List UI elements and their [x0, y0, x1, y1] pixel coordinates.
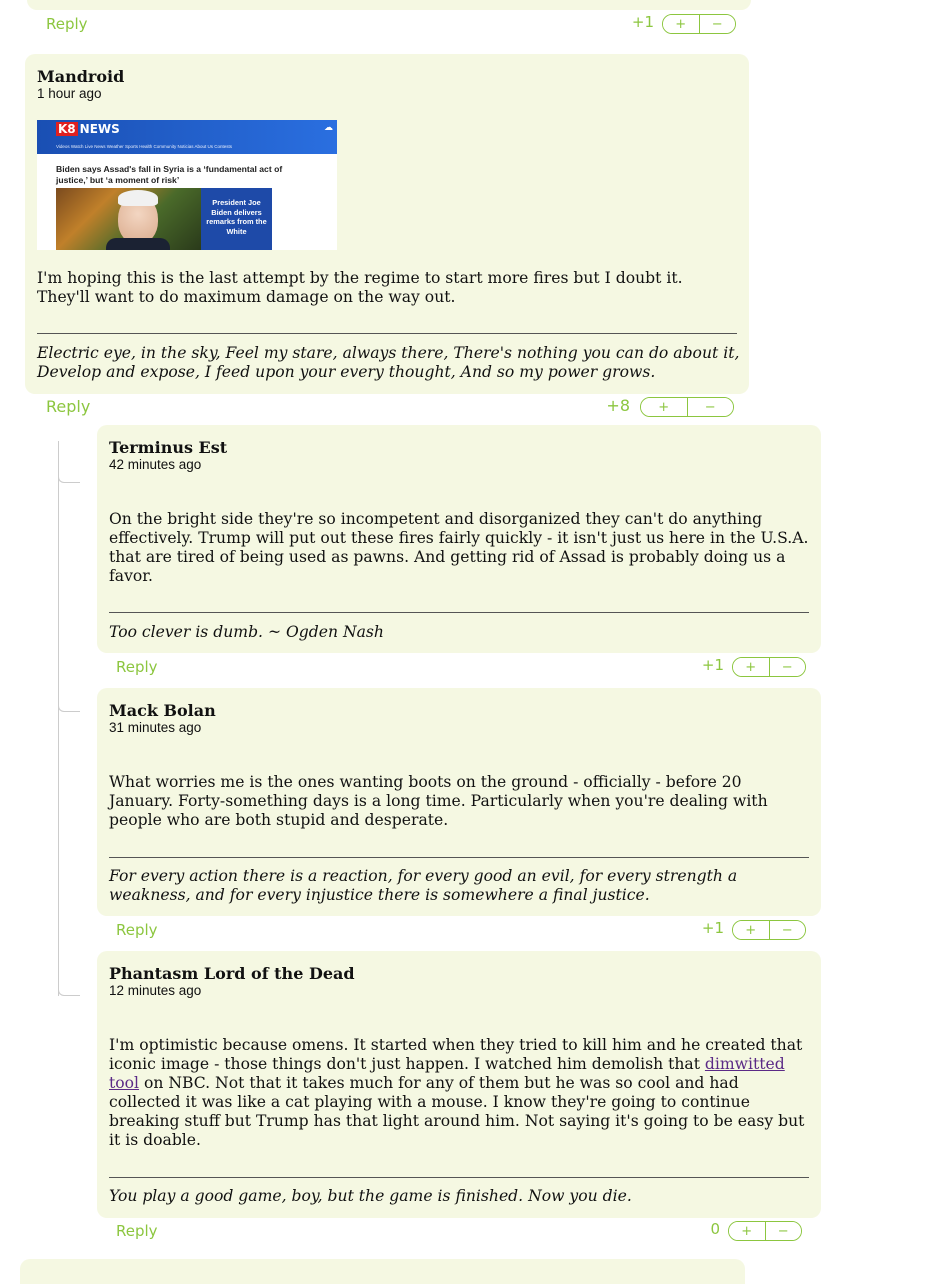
reply-button[interactable]: Reply: [46, 15, 88, 33]
comment-text-part: on NBC. Not that it takes much for any of them but he was so cool and had collected it was like a cat playing with a mouse. I know they're going to continue breaking stuff but Trump has that light around him. Not saying it's going to be easy but it is doable.: [109, 1074, 805, 1149]
upvote-button[interactable]: +: [641, 398, 687, 416]
signature-divider: [37, 333, 737, 334]
signature-divider: [109, 1177, 809, 1178]
comment-signature: You play a good game, boy, but the game is finished. Now you die.: [109, 1187, 632, 1205]
comment-text: I'm hoping this is the last attempt by the regime to start more fires but I doubt it. They'll want to do maximum damage on the way out.: [37, 269, 683, 306]
downvote-button[interactable]: −: [765, 1222, 802, 1240]
comment-text: On the bright side they're so incompetent and disorganized they can't do anything effectively. Trump will put out these fires fairly quickly - it isn't just us here in the U.S.A. that are tired of being used as pawns. And getting rid of Assad is probably doing us a favor.: [109, 510, 809, 585]
downvote-button[interactable]: −: [769, 658, 806, 676]
news-logo: K8 NEWS: [58, 122, 120, 136]
upvote-button[interactable]: +: [729, 1222, 765, 1240]
comment-score: +1: [701, 656, 724, 674]
embedded-news-image[interactable]: [37, 120, 337, 250]
news-nav-menu: Videos Watch Live News Weather Sports Health Community Noticias About Us Contests: [56, 144, 232, 149]
portrait-hair: [118, 190, 158, 206]
vote-buttons: [728, 1221, 802, 1241]
upvote-button[interactable]: +: [733, 921, 769, 939]
comment-text-part: I'm optimistic because omens. It started when they tried to kill him and he created that iconic image - those things don't just happen. I watched him demolish that: [109, 1036, 803, 1073]
reply-button[interactable]: Reply: [116, 921, 158, 939]
next-comment-box: [20, 1259, 745, 1284]
vote-buttons: [640, 397, 734, 417]
vote-buttons: [732, 920, 806, 940]
comment-timestamp[interactable]: 42 minutes ago: [109, 457, 202, 472]
comment-text: [109, 1036, 809, 1150]
comment-score: +1: [701, 919, 724, 937]
comment-author[interactable]: Phantasm Lord of the Dead: [109, 964, 355, 983]
comment-timestamp[interactable]: 1 hour ago: [37, 86, 102, 101]
downvote-button[interactable]: −: [769, 921, 806, 939]
portrait-suit: [106, 238, 170, 250]
comment-text: What worries me is the ones wanting boots on the ground - officially - before 20 January. Forty-something days is a long time. Particularly when you're dealing with people who are both stupid and desperate.: [109, 773, 768, 829]
comment-link[interactable]: dimwitted tool: [109, 1055, 785, 1092]
vote-buttons: [732, 657, 806, 677]
comment-author[interactable]: Terminus Est: [109, 438, 228, 457]
signature-divider: [109, 612, 809, 613]
comment-signature: For every action there is a reaction, for every good an evil, for every strength a weakness, and for every injustice there is somewhere a final justice.: [109, 867, 738, 904]
previous-comment-box: [27, 0, 751, 10]
comment-timestamp[interactable]: 31 minutes ago: [109, 720, 202, 735]
reply-button[interactable]: Reply: [116, 658, 158, 676]
comment-score: +8: [606, 396, 630, 415]
comment-score: 0: [710, 1220, 720, 1238]
thread-connector: [58, 441, 80, 483]
reply-button[interactable]: Reply: [46, 397, 91, 416]
thread-connector: [58, 660, 80, 712]
comment-timestamp[interactable]: 12 minutes ago: [109, 983, 202, 998]
news-photo-caption: President Joe Biden delivers remarks from the White: [201, 188, 272, 250]
reply-button[interactable]: Reply: [116, 1222, 158, 1240]
comment-score: +1: [631, 13, 654, 31]
signature-divider: [109, 857, 809, 858]
upvote-button[interactable]: +: [663, 15, 699, 33]
comment-signature: Electric eye, in the sky, Feel my stare, always there, There's nothing you can do about it, Develop and expose, I feed upon your every thought, And so my power grows.: [37, 344, 740, 381]
news-headline: Biden says Assad's fall in Syria is a ‘fundamental act of justice,’ but ‘a moment of risk’: [56, 164, 283, 185]
vote-buttons: [662, 14, 736, 34]
comment-author[interactable]: Mack Bolan: [109, 701, 216, 720]
downvote-button[interactable]: −: [687, 398, 734, 416]
comment-signature: Too clever is dumb. ~ Ogden Nash: [109, 623, 384, 641]
weather-icon: ☁: [324, 123, 333, 133]
comment-author[interactable]: Mandroid: [37, 67, 125, 86]
news-photo: [56, 188, 201, 250]
thread-line: [58, 441, 59, 996]
downvote-button[interactable]: −: [699, 15, 736, 33]
thread-connector: [58, 925, 80, 996]
upvote-button[interactable]: +: [733, 658, 769, 676]
